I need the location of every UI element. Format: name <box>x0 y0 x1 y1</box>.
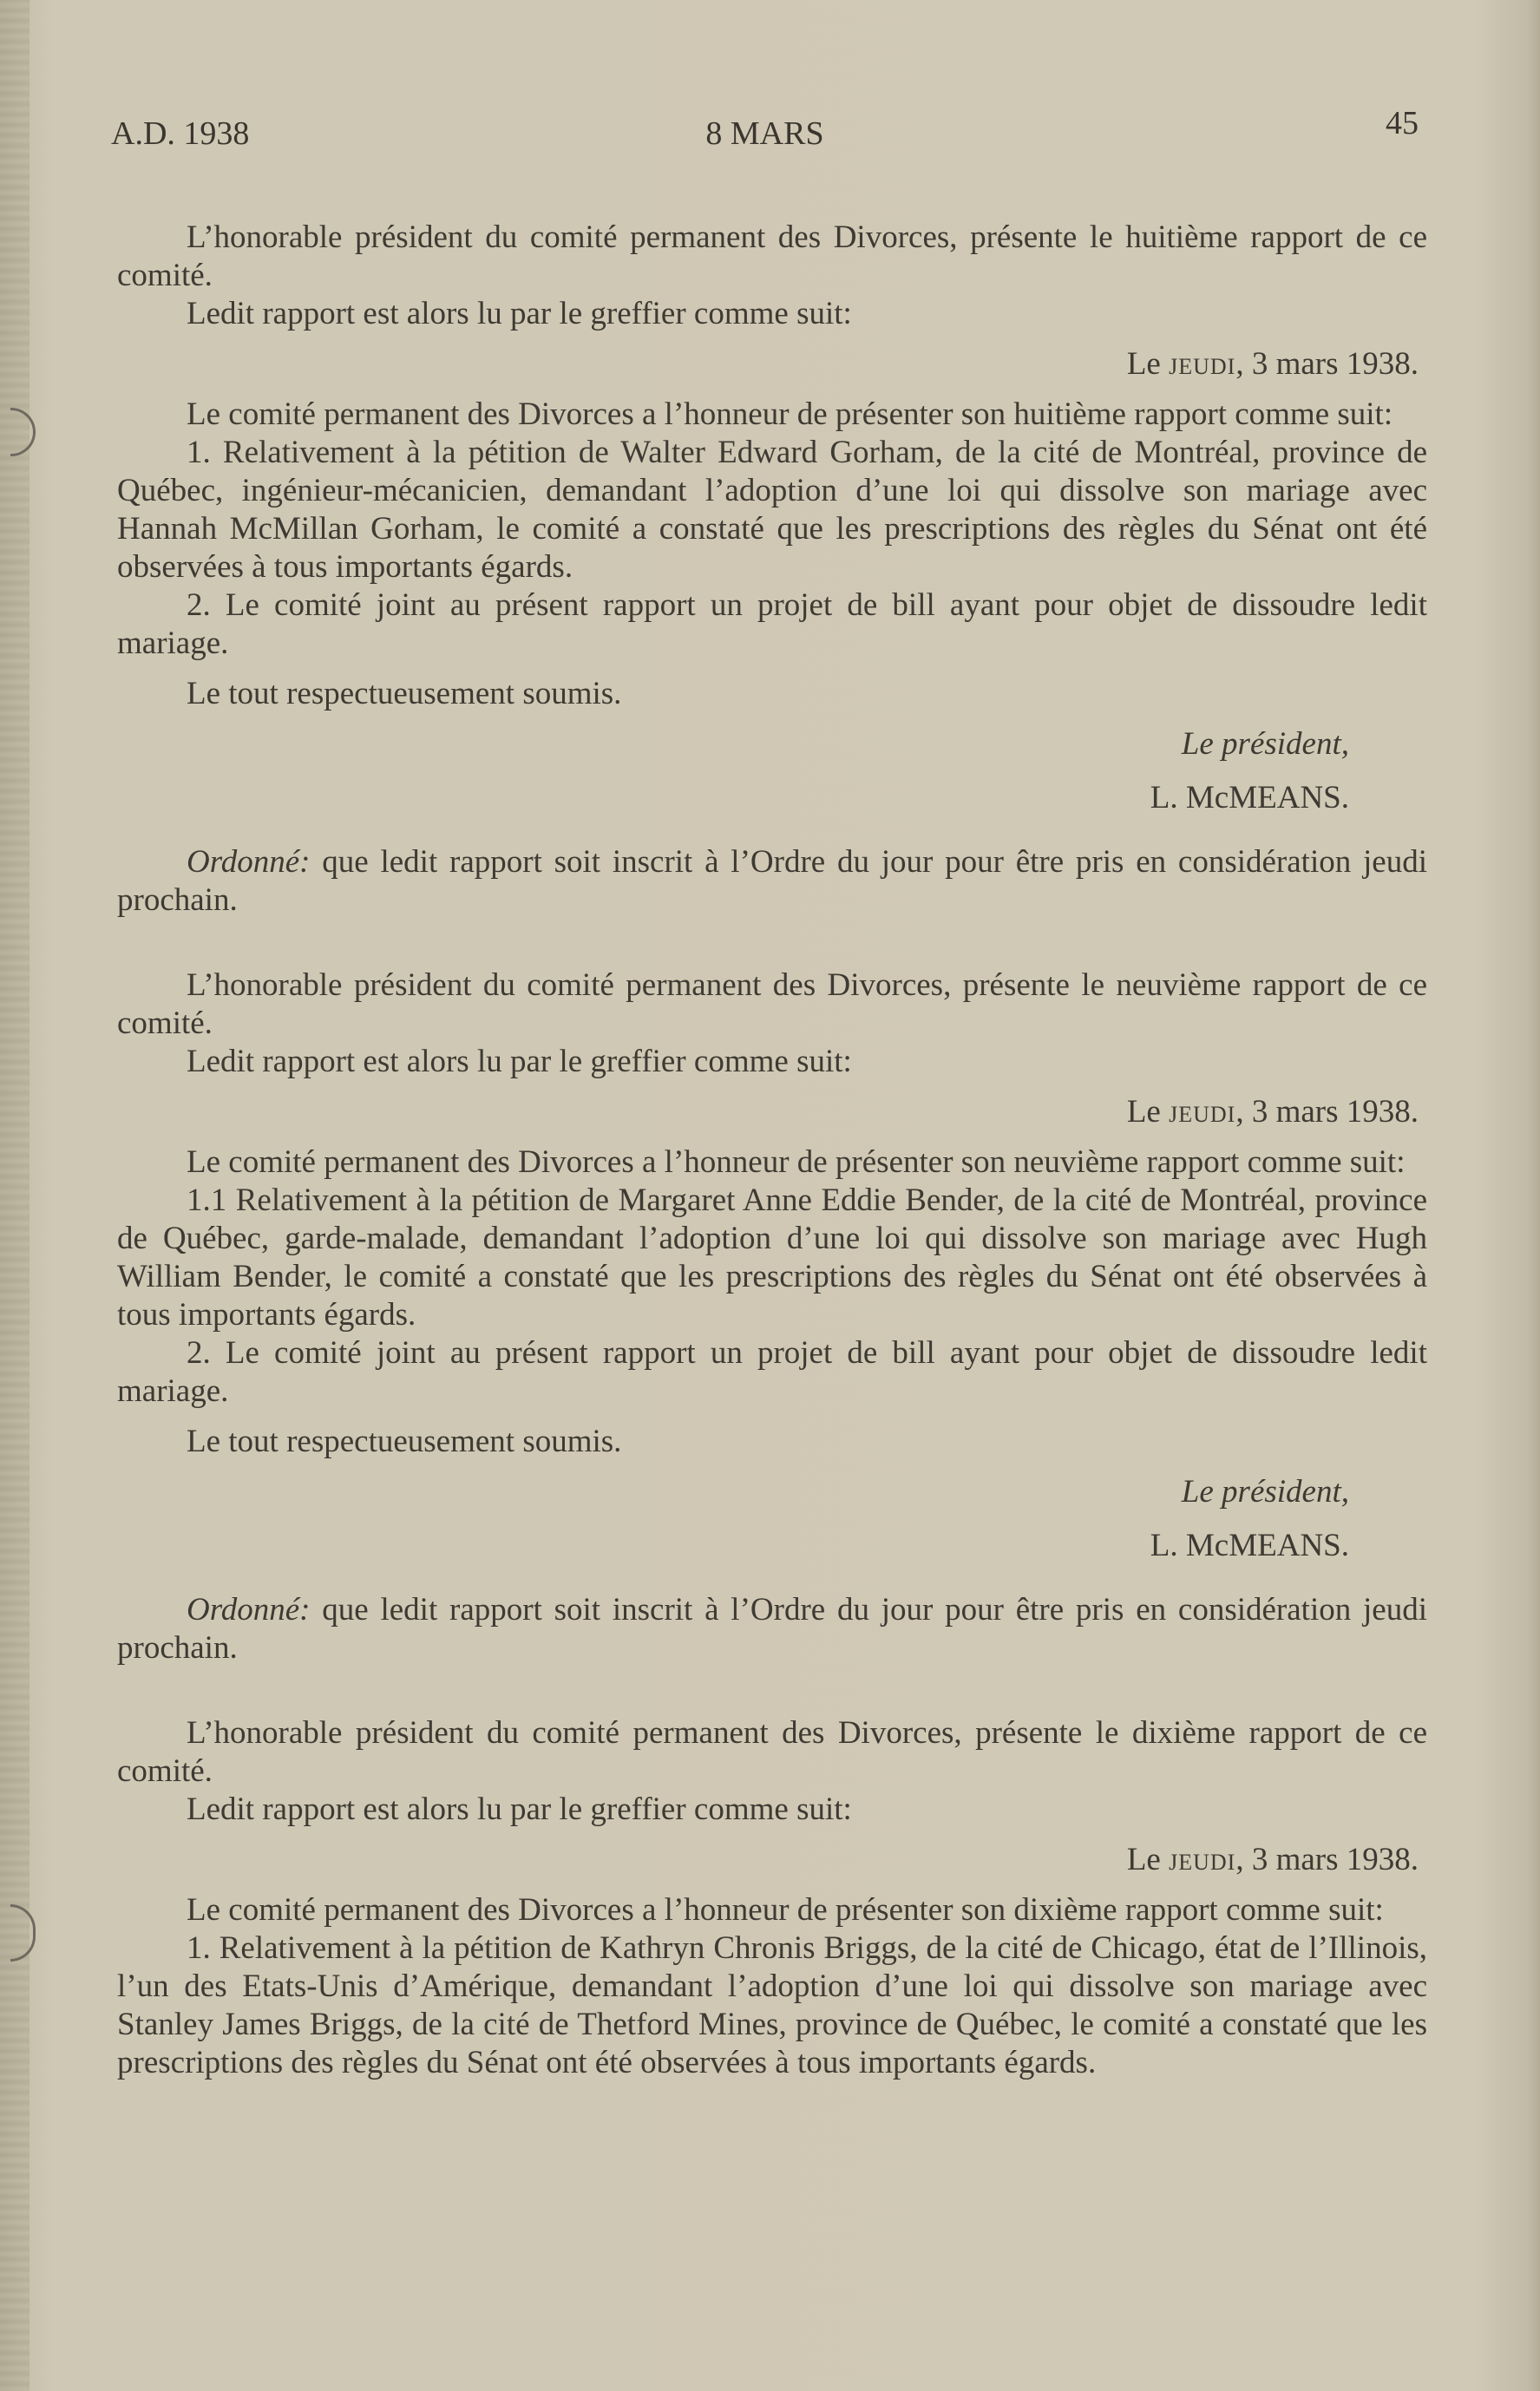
date-prefix: Le <box>1126 1094 1161 1130</box>
report-intro: L’honorable président du comité permanent des Divorces, présente le neuvième rapport de ce comité. <box>117 967 1427 1041</box>
report-date <box>117 1841 1419 1879</box>
order-paragraph <box>117 843 1427 920</box>
page-header <box>111 104 1419 165</box>
report-closing: Le tout respectueusement soumis. <box>187 1424 622 1459</box>
order-text: que ledit rapport soit inscrit à l’Ordre du jour pour être pris en considération jeudi prochain. <box>117 844 1427 918</box>
header-date: 8 MARS <box>705 115 824 152</box>
report-item-1: 1. Relativement à la pétition de Walter Edward Gorham, de la cité de Montréal, province de Québec, ingénieur-mécanicien, demandant l’adoption d’une loi qui dissolve son mariage avec Hannah McMillan Gorham, le comité a constaté que les prescriptions des règles du Sénat ont été observées à tous importants égards. <box>117 435 1427 585</box>
date-day: jeudi <box>1169 1842 1236 1877</box>
report-read-line: Ledit rapport est alors lu par le greffier comme suit: <box>187 1792 852 1827</box>
order-label: Ordonné: <box>187 1592 311 1628</box>
date-prefix: Le <box>1126 346 1161 382</box>
report-date <box>117 1093 1419 1131</box>
binding-edge <box>0 0 29 2391</box>
report-opening: Le comité permanent des Divorces a l’honneur de présenter son dixième rapport comme suit: <box>187 1892 1384 1928</box>
binding-hole-top <box>10 408 36 456</box>
report-read-line: Ledit rapport est alors lu par le greffier comme suit: <box>187 296 852 331</box>
report-item-1: 1. Relativement à la pétition de Kathryn Chronis Briggs, de la cité de Chicago, état de l’Illinois, l’un des Etats-Unis d’Amérique, demandant l’adoption d’une loi qui dissolve son mariage avec Stanley James Briggs, de la cité de Thetford Mines, province de Québec, le comité a constaté que les prescriptions des règles du Sénat ont été observées à tous importants égards. <box>117 1930 1427 2080</box>
report-item-2: 2. Le comité joint au présent rapport un projet de bill ayant pour objet de dissoudre ledit mariage. <box>117 587 1427 661</box>
report-opening: Le comité permanent des Divorces a l’honneur de présenter son neuvième rapport comme suit: <box>187 1144 1406 1180</box>
report-item-1: 1.1 Relativement à la pétition de Margaret Anne Eddie Bender, de la cité de Montréal, province de Québec, garde-malade, demandant l’adoption d’une loi qui dissolve son mariage avec Hugh William Bender, le comité a constaté que les prescriptions des règles du Sénat ont été observées à tous importants égards. <box>117 1182 1427 1333</box>
date-prefix: Le <box>1126 1842 1161 1877</box>
signature-name: L. McMEANS. <box>1150 780 1349 816</box>
report-eighth <box>117 219 1427 920</box>
order-label: Ordonné: <box>187 844 311 880</box>
order-text: que ledit rapport soit inscrit à l’Ordre du jour pour être pris en considération jeudi prochain. <box>117 1592 1427 1666</box>
report-tenth <box>117 1714 1427 2082</box>
report-item-2: 2. Le comité joint au présent rapport un projet de bill ayant pour objet de dissoudre ledit mariage. <box>117 1335 1427 1409</box>
page-body <box>117 219 1427 2082</box>
signature-name: L. McMEANS. <box>1150 1528 1349 1563</box>
binding-hole-bottom <box>10 1904 36 1962</box>
report-intro: L’honorable président du comité permanent des Divorces, présente le dixième rapport de ce comité. <box>117 1715 1427 1789</box>
signature-title: Le président, <box>1181 1474 1349 1510</box>
date-rest: , 3 mars 1938. <box>1235 1842 1419 1877</box>
report-read-line: Ledit rapport est alors lu par le greffier comme suit: <box>187 1044 852 1079</box>
report-ninth <box>117 966 1427 1667</box>
report-closing: Le tout respectueusement soumis. <box>187 676 622 711</box>
report-intro: L’honorable président du comité permanent des Divorces, présente le huitième rapport de ce comité. <box>117 219 1427 293</box>
report-opening: Le comité permanent des Divorces a l’honneur de présenter son huitième rapport comme suit: <box>187 396 1393 432</box>
signature-title: Le président, <box>1181 726 1349 762</box>
report-date <box>117 345 1419 383</box>
date-day: jeudi <box>1169 1094 1236 1130</box>
date-rest: , 3 mars 1938. <box>1235 1094 1419 1130</box>
date-day: jeudi <box>1169 346 1236 382</box>
page-number: 45 <box>1386 105 1419 141</box>
date-rest: , 3 mars 1938. <box>1235 346 1419 382</box>
order-paragraph <box>117 1591 1427 1667</box>
header-year: A.D. 1938 <box>111 115 250 152</box>
